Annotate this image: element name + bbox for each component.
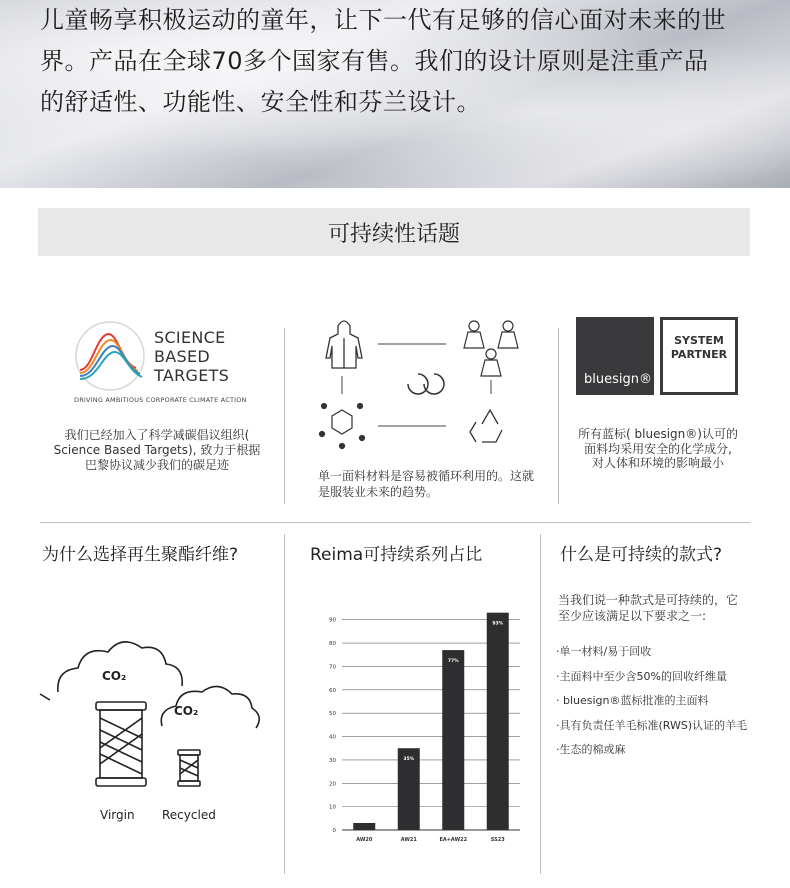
cycle-arrows-icon: [408, 374, 444, 394]
bluesign-description-line: 面料均采用安全的化学成分,: [584, 441, 732, 456]
polyester-heading: 为什么选择再生聚酯纤维?: [42, 545, 239, 565]
list-item: ·生态的棉或麻: [556, 743, 626, 756]
sustainable-intro-line: 至少应该满足以下要求之一:: [558, 609, 707, 623]
sbti-description-line: 巴黎协议减少我们的碳足迹: [84, 458, 229, 472]
divider: [284, 534, 285, 874]
sbti-logo-line: TARGETS: [154, 366, 230, 385]
circularity-description: [318, 468, 546, 500]
system-partner-line: PARTNER: [670, 348, 728, 361]
sbti-description-line: 我们已经加入了科学减碳倡议组织(: [64, 428, 250, 442]
bar-value-label: 35%: [403, 757, 415, 763]
y-tick-label: 70: [329, 664, 336, 671]
circularity-description-line: 是服装业未来的趋势。: [318, 485, 439, 499]
x-tick-label: AW21: [400, 837, 417, 843]
sbti-description: [44, 428, 270, 473]
sbti-description-line: Science Based Targets), 致力于根据: [53, 443, 261, 457]
y-tick-label: 10: [329, 804, 336, 811]
co2-label: CO₂: [174, 704, 199, 718]
jacket-icon: [326, 321, 362, 368]
y-tick-label: 30: [329, 757, 336, 764]
sbti-logo-line: BASED: [154, 347, 211, 366]
y-tick-label: 90: [329, 617, 336, 624]
bluesign-description: [572, 427, 744, 471]
sbti-logo-text: [154, 328, 229, 385]
list-item: ·具有负责任羊毛标准(RWS)认证的羊毛: [556, 718, 748, 732]
system-partner-text: [663, 334, 735, 362]
bar-value-label: 3%: [360, 831, 369, 837]
people-icon: [464, 321, 518, 376]
list-item: ·单一材料/易于回收: [556, 645, 652, 658]
bluesign-description-line: 所有蓝标( bluesign®)认可的: [578, 427, 738, 441]
virgin-label: Virgin: [100, 808, 135, 822]
sbti-logo-line: SCIENCE: [154, 328, 226, 347]
bar: [353, 823, 375, 830]
x-tick-label: SS23: [490, 837, 505, 843]
x-tick-label: EA+AW22: [439, 837, 468, 843]
recycled-label: Recycled: [162, 808, 216, 822]
bluesign-description-line: 对人体和环境的影响最小: [591, 456, 724, 470]
divider: [540, 534, 541, 874]
section-title: 可持续性话题: [38, 208, 750, 256]
circularity-diagram-icon: [316, 314, 546, 454]
fiber-comparison-icon: [36, 630, 268, 800]
bar-value-label: 93%: [492, 621, 504, 627]
sustainable-heading: 什么是可持续的款式?: [560, 545, 723, 565]
x-tick-label: AW20: [356, 837, 373, 843]
list-item: · bluesign®蓝标批准的主面料: [556, 694, 709, 707]
divider: [558, 328, 559, 504]
y-tick-label: 60: [329, 687, 336, 694]
requirement-list: [556, 640, 776, 763]
y-tick-label: 50: [329, 711, 336, 718]
recycle-icon: [470, 410, 502, 442]
y-tick-label: 40: [329, 734, 336, 741]
hero-text: [40, 0, 760, 123]
divider: [40, 522, 750, 523]
bar-value-label: 77%: [447, 659, 459, 665]
hero-line: 界。产品在全球70多个国家有售。我们的设计原则是注重产品: [40, 47, 709, 75]
hero-line: 儿童畅享积极运动的童年，让下一代有足够的信心面对未来的世: [40, 6, 726, 34]
y-tick-label: 0: [332, 828, 336, 834]
share-heading: Reima可持续系列占比: [310, 545, 483, 565]
sustainable-intro: [558, 592, 758, 624]
bar: [442, 650, 464, 830]
hero-line: 的舒适性、功能性、安全性和芬兰设计。: [40, 88, 481, 116]
bluesign-logo: [576, 317, 654, 395]
circularity-description-line: 单一面料材料是容易被循环利用的。这就: [318, 469, 535, 483]
sustainable-intro-line: 当我们说一种款式是可持续的，它: [558, 593, 739, 607]
divider: [284, 328, 285, 504]
bar: [487, 613, 509, 830]
system-partner-line: SYSTEM: [674, 334, 724, 347]
list-item: ·主面料中至少含50%的回收纤维量: [556, 669, 727, 683]
y-tick-label: 80: [329, 641, 336, 648]
hero-banner: [0, 0, 790, 188]
molecule-icon: [320, 404, 365, 449]
sustainable-share-chart: [320, 600, 530, 850]
bluesign-brand: bluesign®: [584, 372, 652, 387]
system-partner-badge: [660, 317, 738, 395]
co2-label: CO₂: [102, 669, 127, 683]
y-tick-label: 20: [329, 781, 336, 788]
sbti-tagline: DRIVING AMBITIOUS CORPORATE CLIMATE ACTION: [74, 396, 247, 404]
